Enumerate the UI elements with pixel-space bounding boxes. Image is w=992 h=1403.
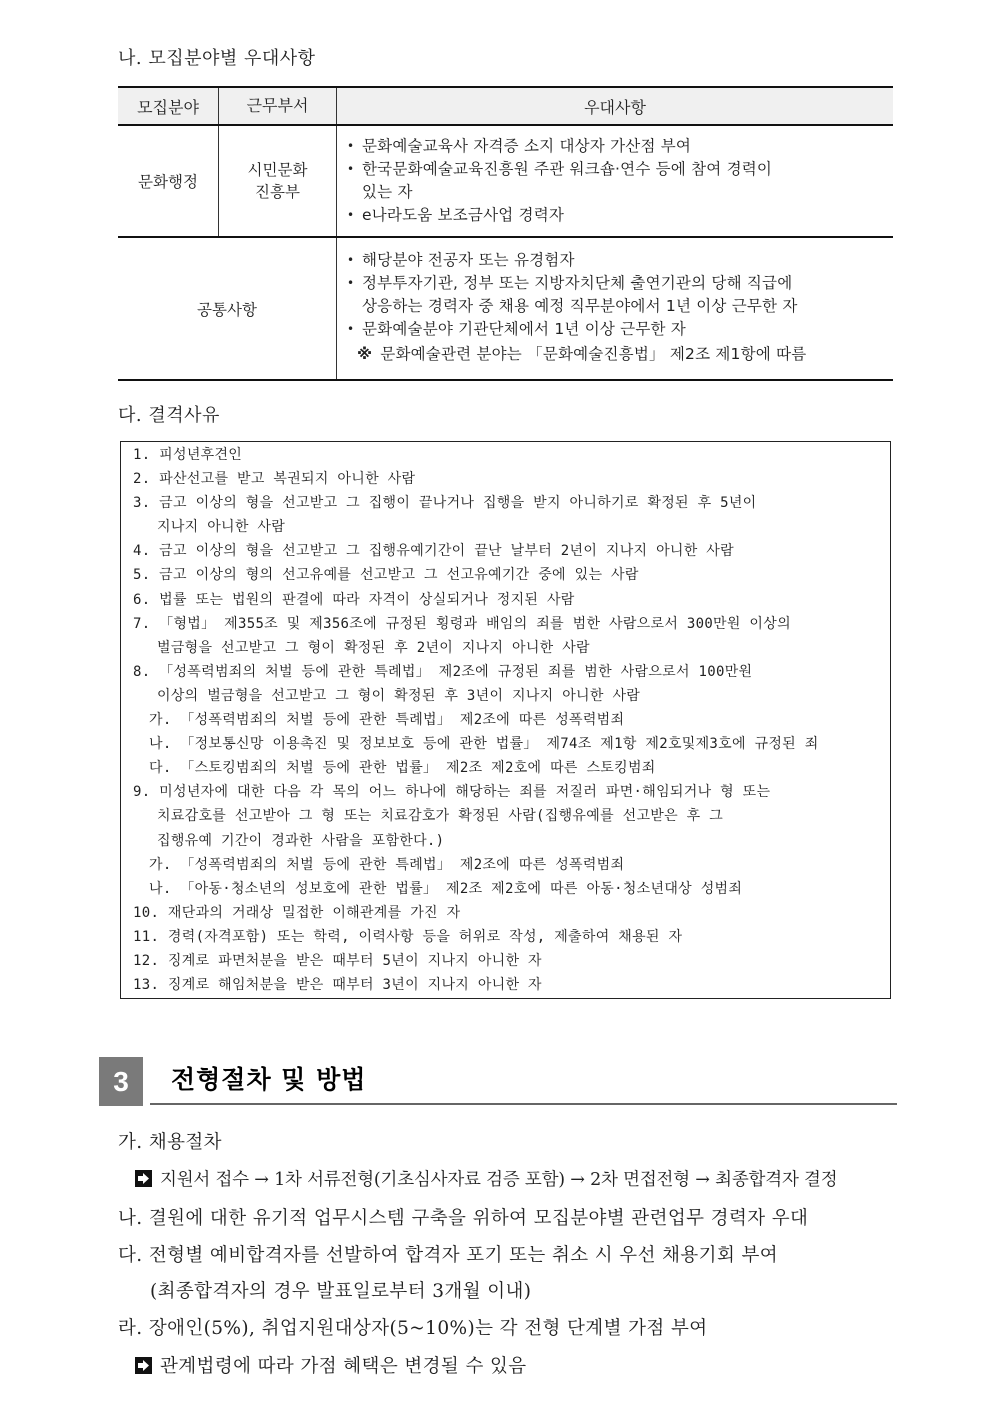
preference-note: 나. 결원에 대한 유기적 업무시스템 구축을 위하여 모집분야별 관련업무 경력자 우대 — [118, 1208, 809, 1229]
list-item: 6. 법률 또는 법원의 판결에 따라 자격이 상실되거나 정지된 사람 — [133, 591, 575, 608]
list-item: 1. 피성년후견인 — [133, 447, 243, 463]
item-text: e나라도움 보조금사업 경력자 — [362, 205, 565, 224]
dept-cell — [219, 125, 337, 237]
preferences-cell — [337, 237, 894, 380]
table-header-row — [118, 87, 893, 125]
section-title: 전형절차 및 방법 — [171, 1065, 367, 1094]
table-row — [118, 125, 893, 237]
sub-list-item: 가. 「성폭력범죄의 처벌 등에 관한 특례법」 제2조에 따른 성폭력범죄 — [149, 856, 625, 873]
list-item: 3. 금고 이상의 형을 선고받고 그 집행이 끝나거나 집행을 받지 아니하기로 확정된 후 5년이 — [133, 495, 757, 512]
reference-mark-icon: ※ — [357, 345, 373, 363]
disqualification-box — [120, 441, 891, 999]
bullet-icon: • — [347, 207, 355, 222]
list-item-continued: 벌금형을 선고받고 그 형이 확정된 후 2년이 지나지 아니한 사람 — [157, 639, 590, 656]
list-item-continued: 집행유예 기간이 경과한 사람을 포함한다.) — [157, 832, 445, 849]
header-preferences: 우대사항 — [337, 87, 894, 125]
section-number-badge: 3 — [99, 1057, 143, 1106]
bonus-points-subnote-text: 관계법령에 따라 가점 혜택은 변경될 수 있음 — [160, 1356, 527, 1377]
item-text: 문화예술교육사 자격증 소지 대상자 가산점 부여 — [362, 136, 692, 155]
bonus-points-note: 라. 장애인(5%), 취업지원대상자(5~10%)는 각 전형 단계별 가점 부여 — [118, 1318, 708, 1339]
preferences-heading: 나. 모집분야별 우대사항 — [118, 48, 316, 69]
common-cell: 공통사항 — [118, 237, 337, 380]
list-item — [345, 249, 885, 272]
item-text-continued: 있는 자 — [362, 182, 413, 201]
note — [345, 341, 885, 367]
list-item: 10. 재단과의 거래상 밀접한 이해관계를 가진 자 — [133, 904, 461, 921]
bullet-icon: • — [347, 161, 355, 176]
list-item: 13. 징계로 해임처분을 받은 때부터 3년이 지나지 아니한 자 — [133, 977, 542, 994]
bullet-icon: • — [347, 276, 355, 290]
section-divider — [150, 1103, 897, 1105]
bullet-icon: • — [347, 322, 355, 336]
reserve-candidates-note-continued: (최종합격자의 경우 발표일로부터 3개월 이내) — [150, 1281, 532, 1302]
preferences-cell — [337, 125, 894, 237]
note-text: 문화예술관련 분야는 「문화예술진흥법」 제2조 제1항에 따름 — [380, 345, 807, 363]
list-item: 11. 경력(자격포함) 또는 학력, 이력사항 등을 허위로 작성, 제출하여 채용된 자 — [133, 928, 683, 945]
list-item: 9. 미성년자에 대한 다음 각 목의 어느 하나에 해당하는 죄를 저질러 파면·해임되거나 형 또는 — [133, 784, 771, 801]
list-item — [345, 135, 885, 158]
item-text: 문화예술분야 기관단체에서 1년 이상 근무한 자 — [362, 320, 686, 338]
list-item — [345, 318, 885, 341]
sub-list-item: 나. 「아동·청소년의 성보호에 관한 법률」 제2조 제2호에 따른 아동·청소년대상 성범죄 — [149, 880, 743, 897]
item-text: 정부투자기관, 정부 또는 지방자치단체 출연기관의 당해 직급에 — [362, 274, 793, 292]
table-row — [118, 237, 893, 380]
list-item: 5. 금고 이상의 형의 선고유예를 선고받고 그 선고유예기간 중에 있는 사람 — [133, 567, 639, 584]
arrow-right-icon — [135, 1170, 152, 1187]
list-item — [345, 158, 885, 204]
list-item: 2. 파산선고를 받고 복권되지 아니한 사람 — [133, 471, 416, 488]
list-item — [345, 272, 885, 318]
bonus-points-subnote — [135, 1352, 527, 1378]
list-item: 12. 징계로 파면처분을 받은 때부터 5년이 지나지 아니한 자 — [133, 952, 542, 969]
sub-list-item: 다. 「스토킹범죄의 처벌 등에 관한 법률」 제2조 제2호에 따른 스토킹범죄 — [149, 760, 656, 777]
item-text-continued: 상응하는 경력자 중 채용 예정 직무분야에서 1년 이상 근무한 자 — [362, 297, 798, 315]
bullet-icon: • — [347, 138, 355, 153]
list-item: 7. 「형법」 제355조 및 제356조에 규정된 횡령과 배임의 죄를 범한 사람으로서 300만원 이상의 — [133, 615, 791, 632]
dept-line: 진흥부 — [255, 183, 300, 201]
list-item: 4. 금고 이상의 형을 선고받고 그 집행유예기간이 끝난 날부터 2년이 지나지 아니한 사람 — [133, 543, 734, 560]
list-item-continued: 이상의 벌금형을 선고받고 그 형이 확정된 후 3년이 지나지 아니한 사람 — [157, 687, 641, 704]
preferences-table — [118, 86, 893, 381]
disqualification-heading: 다. 결격사유 — [118, 405, 220, 426]
procedure-flow-text: 지원서 접수 → 1차 서류전형(기초심사자료 검증 포함) → 2차 면접전형 → 최종합격자 결정 — [160, 1170, 838, 1190]
item-text: 한국문화예술교육진흥원 주관 워크숍·연수 등에 참여 경력이 — [362, 159, 773, 178]
field-cell: 문화행정 — [118, 125, 219, 237]
reserve-candidates-note: 다. 전형별 예비합격자를 선발하여 합격자 포기 또는 취소 시 우선 채용기회 부여 — [118, 1245, 779, 1266]
dept-line: 시민문화 — [247, 161, 308, 179]
header-dept: 근무부서 — [219, 87, 337, 125]
list-item-continued: 치료감호를 선고받아 그 형 또는 치료감호가 확정된 사람(집행유예를 선고받은 후 그 — [157, 808, 724, 825]
item-text: 해당분야 전공자 또는 유경험자 — [362, 251, 575, 269]
procedure-flow — [135, 1166, 837, 1191]
arrow-right-icon — [135, 1357, 152, 1374]
header-field: 모집분야 — [118, 87, 219, 125]
bullet-icon: • — [347, 253, 355, 267]
sub-list-item: 나. 「정보통신망 이용촉진 및 정보보호 등에 관한 법률」 제74조 제1항 제2호및제3호에 규정된 죄 — [149, 736, 819, 753]
list-item — [345, 204, 885, 227]
list-item-continued: 지나지 아니한 사람 — [157, 519, 286, 536]
sub-list-item: 가. 「성폭력범죄의 처벌 등에 관한 특례법」 제2조에 따른 성폭력범죄 — [149, 712, 625, 729]
procedure-heading: 가. 채용절차 — [118, 1132, 222, 1153]
list-item: 8. 「성폭력범죄의 처벌 등에 관한 특례법」 제2조에 규정된 죄를 범한 사람으로서 100만원 — [133, 663, 753, 680]
